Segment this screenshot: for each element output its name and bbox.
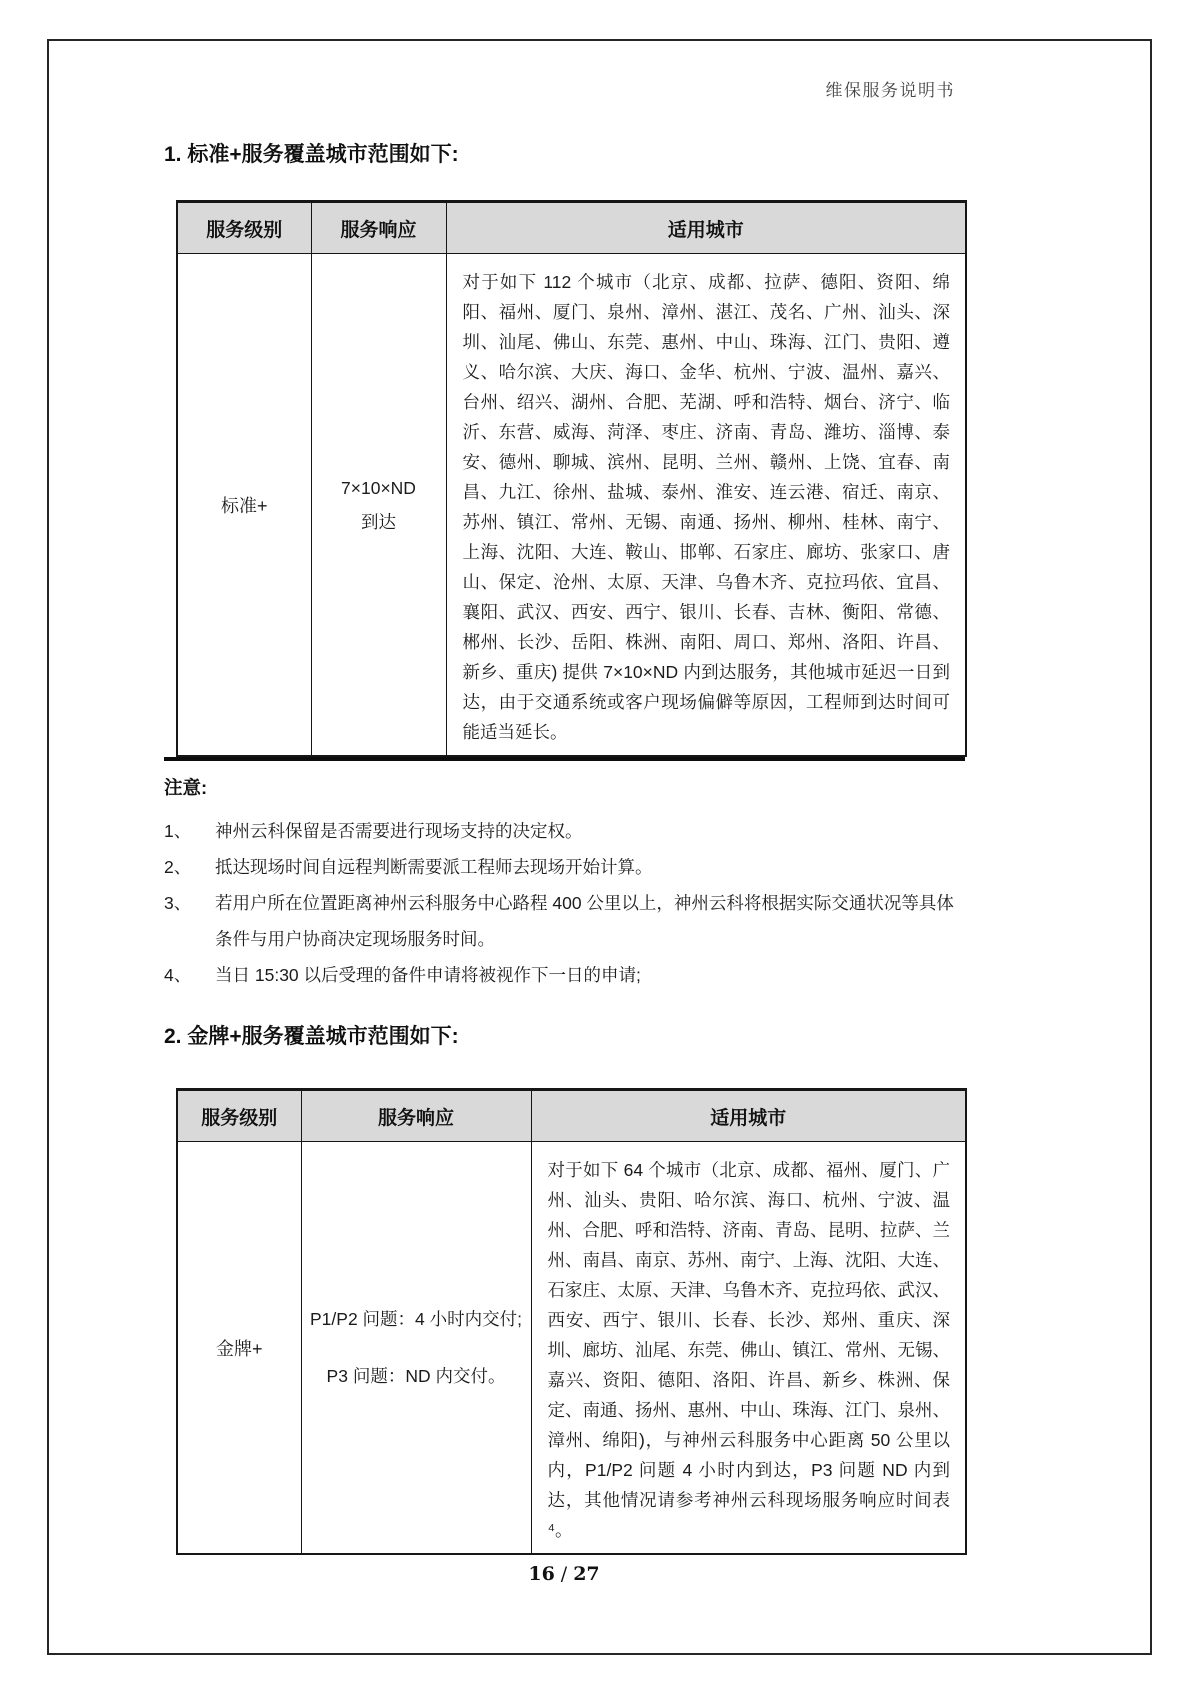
col-header-service-level: 服务级别 (177, 202, 311, 254)
page-number-separator: / (560, 1563, 568, 1585)
service-response-cell (301, 1142, 531, 1555)
col-header-service-response: 服务响应 (311, 202, 446, 254)
standard-service-table (176, 200, 967, 757)
page-number-total: 27 (573, 1563, 600, 1585)
note-number: 3、 (164, 893, 192, 913)
table-header-row (177, 1090, 966, 1142)
section2-heading: 2. 金牌+服务覆盖城市范围如下: (164, 1025, 459, 1048)
note-item (164, 885, 964, 957)
col-header-service-response: 服务响应 (301, 1090, 531, 1142)
response-line: 7×10×ND (341, 477, 416, 498)
service-response-cell (311, 254, 446, 757)
note-item (164, 957, 964, 993)
note-text: 若用户所在位置距离神州云科服务中心路程 400 公里以上，神州云科将根据实际交通状况等具体条件与用户协商决定现场服务时间。 (215, 893, 954, 949)
response-line: 到达 (361, 511, 396, 532)
col-header-applicable-cities: 适用城市 (531, 1090, 966, 1142)
section1-heading: 1. 标准+服务覆盖城市范围如下: (164, 143, 459, 166)
notes-title: 注意: (164, 777, 208, 798)
note-number: 2、 (164, 857, 192, 877)
section-divider-rule (164, 757, 965, 761)
note-text: 神州云科保留是否需要进行现场支持的决定权。 (215, 821, 583, 841)
notes-section (164, 774, 964, 993)
note-number: 4、 (164, 965, 192, 985)
document-header (165, 76, 955, 101)
note-number: 1、 (164, 821, 192, 841)
table-header-row (177, 202, 966, 254)
header-title: 维保服务说明书 (825, 81, 955, 100)
table-row (177, 254, 966, 757)
table-row (177, 1142, 966, 1555)
page-footer (164, 1563, 964, 1585)
service-level-cell: 金牌+ (177, 1142, 301, 1555)
note-item (164, 849, 964, 885)
note-text: 抵达现场时间自远程判断需要派工程师去现场开始计算。 (215, 857, 653, 877)
col-header-service-level: 服务级别 (177, 1090, 301, 1142)
response-paragraph: P3 问题：ND 内交付。 (326, 1365, 506, 1386)
note-text: 当日 15:30 以后受理的备件申请将被视作下一日的申请; (215, 965, 641, 985)
response-paragraph: P1/P2 问题：4 小时内交付; (310, 1308, 522, 1329)
note-item (164, 813, 964, 849)
col-header-applicable-cities: 适用城市 (446, 202, 966, 254)
applicable-cities-cell: 对于如下 112 个城市（北京、成都、拉萨、德阳、资阳、绵阳、福州、厦门、泉州、漳州、湛江、茂名、广州、汕头、深圳、汕尾、佛山、东莞、惠州、中山、珠海、江门、贵阳、遵义、哈尔滨、大庆、海口、金华、杭州、宁波、温州、嘉兴、台州、绍兴、湖州、合肥、芜湖、呼和浩特、烟台、济宁、临沂、东营、威海、菏泽、枣庄、济南、青岛、潍坊、淄博、泰安、德州、聊城、滨州、昆明、兰州、赣州、上饶、宜春、南昌、九江、徐州、盐城、泰州、淮安、连云港、宿迁、南京、苏州、镇江、常州、无锡、南通、扬州、柳州、桂林、南宁、上海、沈阳、大连、鞍山、邯郸、石家庄、廊坊、张家口、唐山、保定、沧州、太原、天津、乌鲁木齐、克拉玛依、宜昌、襄阳、武汉、西安、西宁、银川、长春、吉林、衡阳、常德、郴州、长沙、岳阳、株洲、南阳、周口、郑州、洛阳、许昌、新乡、重庆) 提供 7×10×ND 内到达服务，其他城市延迟一日到达，由于交通系统或客户现场偏僻等原因，工程师到达时间可能适当延长。 (446, 254, 966, 757)
applicable-cities-cell: 对于如下 64 个城市（北京、成都、福州、厦门、广州、汕头、贵阳、哈尔滨、海口、杭州、宁波、温州、合肥、呼和浩特、济南、青岛、昆明、拉萨、兰州、南昌、南京、苏州、南宁、上海、沈阳、大连、石家庄、太原、天津、乌鲁木齐、克拉玛依、武汉、西安、西宁、银川、长春、长沙、郑州、重庆、深圳、廊坊、汕尾、东莞、佛山、镇江、常州、无锡、嘉兴、资阳、德阳、洛阳、许昌、新乡、株洲、保定、南通、扬州、惠州、中山、珠海、江门、泉州、漳州、绵阳)，与神州云科服务中心距离 50 公里以内，P1/P2 问题 4 小时内到达，P3 问题 ND 内到达，其他情况请参考神州云科现场服务响应时间表 ⁴。 (531, 1142, 966, 1555)
service-level-cell: 标准+ (177, 254, 311, 757)
page-number-current: 16 (528, 1563, 555, 1585)
gold-service-table (176, 1088, 967, 1555)
